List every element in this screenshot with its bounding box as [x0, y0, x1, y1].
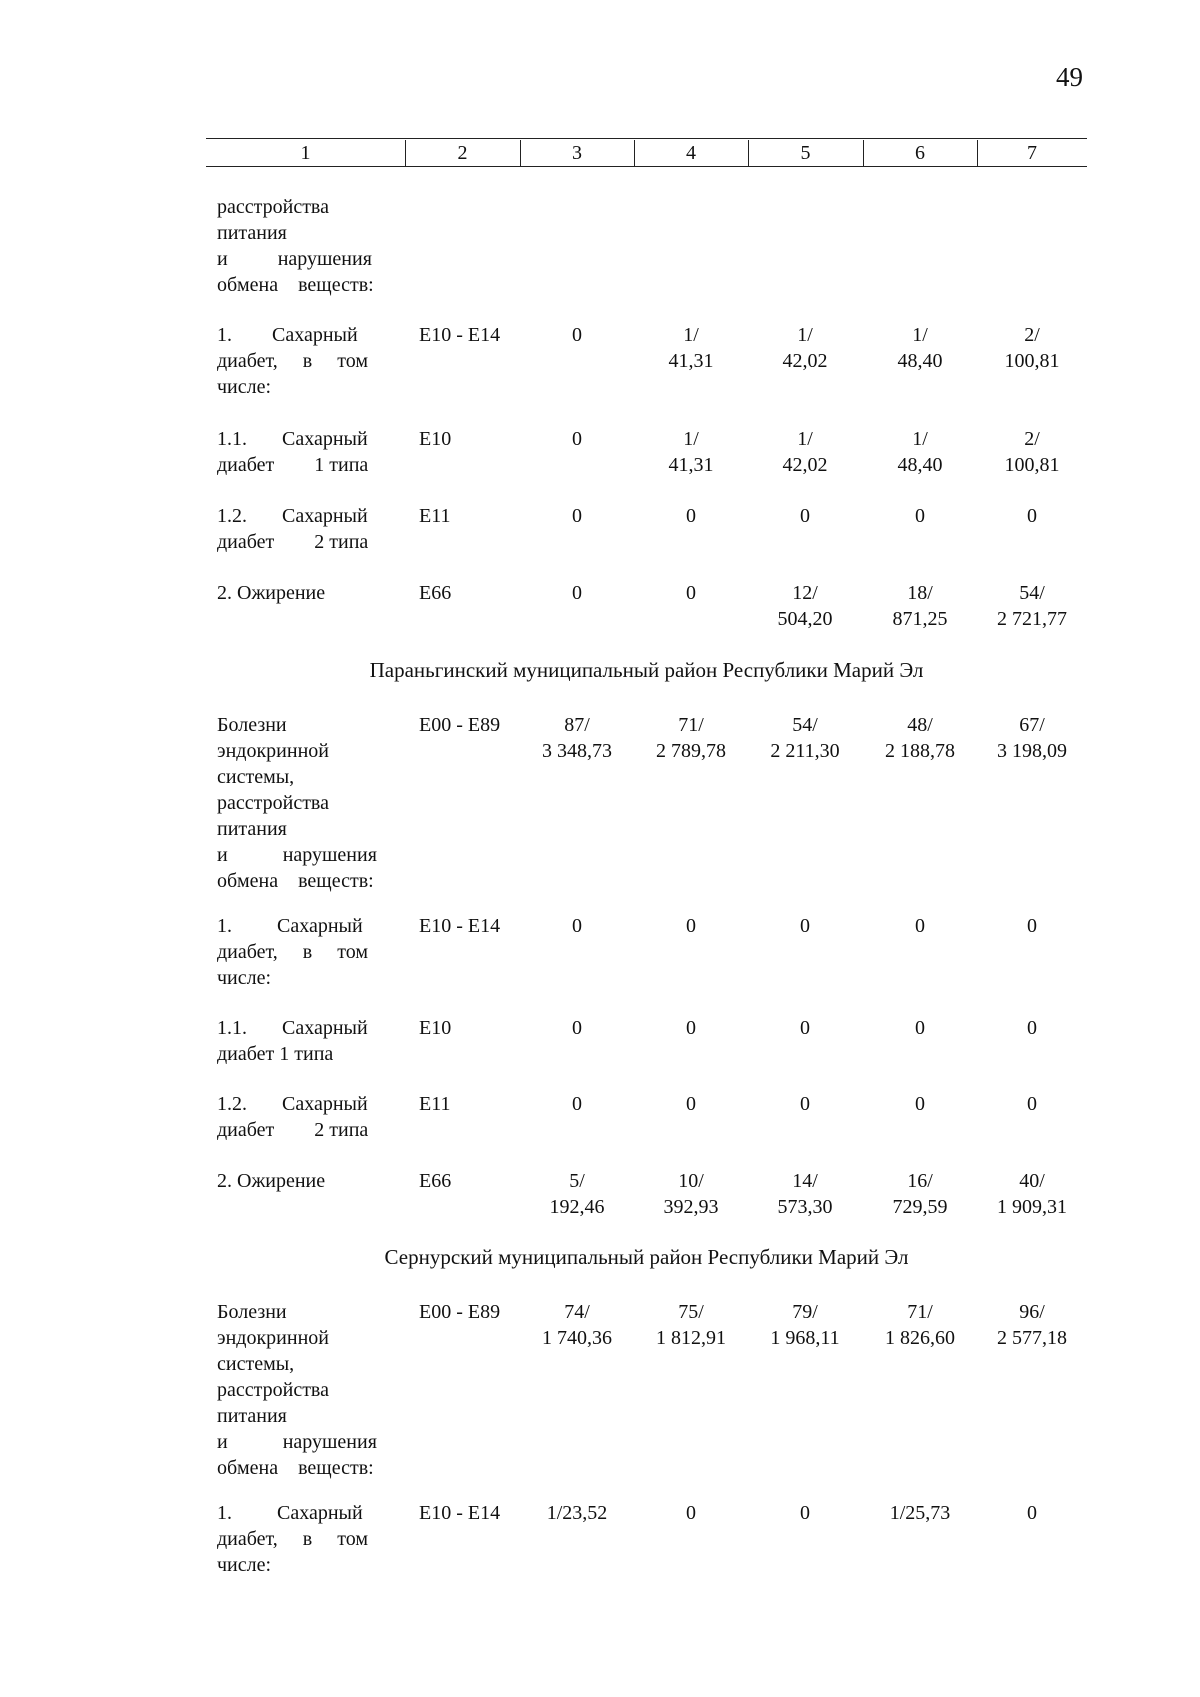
header-col-6: 6	[915, 142, 925, 164]
header-col-1: 1	[300, 142, 311, 164]
row-name: Болезни эндокринной системы, расстройства питания и нарушения обмена веществ:	[217, 714, 377, 892]
row-value-col-3: 0	[572, 915, 582, 937]
row-value-col-6: 71/ 1 826,60	[885, 1301, 955, 1349]
row-value-col-4: 1/ 41,31	[668, 324, 714, 372]
row-value-col-5: 14/ 573,30	[777, 1170, 833, 1218]
row-value-col-5: 79/ 1 968,11	[770, 1301, 840, 1349]
header-col-2: 2	[457, 142, 468, 164]
row-name: 1. Сахарный диабет, в том числе:	[217, 1502, 368, 1576]
row-value-col-7: 0	[1027, 505, 1037, 527]
row-value-col-3: 0	[572, 428, 582, 450]
row-value-col-4: 0	[686, 1017, 696, 1039]
row-value-col-5: 0	[800, 505, 810, 527]
row-value-col-6: 16/ 729,59	[892, 1170, 948, 1218]
row-value-col-6: 48/ 2 188,78	[885, 714, 955, 762]
row-value-col-6: 1/ 48,40	[897, 428, 943, 476]
row-value-col-7: 54/ 2 721,77	[997, 582, 1067, 630]
row-value-col-5: 12/ 504,20	[777, 582, 833, 630]
row-value-col-3: 5/ 192,46	[549, 1170, 605, 1218]
row-value-col-6: 0	[915, 1017, 925, 1039]
row-value-col-6: 0	[915, 505, 925, 527]
row-icd-code: E10 - E14	[419, 324, 501, 346]
row-value-col-6: 0	[915, 1093, 925, 1115]
row-value-col-6: 1/ 48,40	[897, 324, 943, 372]
row-value-col-4: 0	[686, 1093, 696, 1115]
row-name: расстройства питания и нарушения обмена веществ:	[217, 196, 374, 296]
row-value-col-7: 40/ 1 909,31	[997, 1170, 1067, 1218]
row-name: 2. Ожирение	[217, 582, 326, 604]
row-value-col-3: 0	[572, 1017, 582, 1039]
row-name: 1. Сахарный диабет, в том числе:	[217, 324, 368, 398]
row-icd-code: E00 - E89	[419, 1301, 501, 1323]
section-title: Сернурский муниципальный район Республики Марий Эл	[384, 1245, 909, 1269]
row-value-col-7: 67/ 3 198,09	[997, 714, 1067, 762]
row-value-col-3: 0	[572, 324, 582, 346]
row-name: 1. Сахарный диабет, в том числе:	[217, 915, 368, 989]
row-value-col-7: 2/ 100,81	[1004, 428, 1060, 476]
header-col-4: 4	[686, 142, 696, 164]
row-value-col-6: 18/ 871,25	[892, 582, 948, 630]
row-value-col-4: 0	[686, 1502, 696, 1524]
header-col-5: 5	[800, 142, 811, 164]
page-number: 49	[1056, 62, 1083, 92]
row-name: Болезни эндокринной системы, расстройства питания и нарушения обмена веществ:	[217, 1301, 377, 1479]
row-icd-code: E10	[419, 1017, 452, 1039]
row-value-col-3: 1/23,52	[546, 1502, 608, 1524]
row-icd-code: E10	[419, 428, 452, 450]
header-col-3: 3	[572, 142, 582, 164]
row-value-col-4: 1/ 41,31	[668, 428, 714, 476]
row-value-col-4: 75/ 1 812,91	[656, 1301, 726, 1349]
row-value-col-5: 0	[800, 1093, 810, 1115]
row-icd-code: E11	[419, 1093, 451, 1115]
row-value-col-4: 71/ 2 789,78	[656, 714, 726, 762]
row-value-col-5: 54/ 2 211,30	[770, 714, 840, 762]
row-name: 1.1. Сахарный диабет 1 типа	[217, 1017, 368, 1065]
row-icd-code: E10 - E14	[419, 915, 501, 937]
header-col-7: 7	[1027, 142, 1037, 164]
row-icd-code: E00 - E89	[419, 714, 501, 736]
row-name: 1.2. Сахарный диабет 2 типа	[217, 505, 369, 553]
row-name: 1.1. Сахарный диабет 1 типа	[217, 428, 369, 476]
row-value-col-3: 0	[572, 1093, 582, 1115]
section-title: Параньгинский муниципальный район Республики Марий Эл	[369, 658, 924, 682]
row-value-col-7: 2/ 100,81	[1004, 324, 1060, 372]
row-value-col-6: 1/25,73	[889, 1502, 951, 1524]
row-value-col-6: 0	[915, 915, 925, 937]
row-name: 2. Ожирение	[217, 1170, 326, 1192]
row-value-col-3: 87/ 3 348,73	[542, 714, 612, 762]
row-value-col-5: 0	[800, 915, 810, 937]
row-value-col-4: 0	[686, 505, 696, 527]
row-value-col-5: 0	[800, 1502, 810, 1524]
row-value-col-5: 1/ 42,02	[782, 428, 828, 476]
row-value-col-4: 0	[686, 582, 696, 604]
row-value-col-7: 0	[1027, 1017, 1037, 1039]
row-icd-code: E66	[419, 1170, 452, 1192]
row-value-col-7: 0	[1027, 915, 1037, 937]
row-value-col-5: 0	[800, 1017, 810, 1039]
row-value-col-3: 74/ 1 740,36	[542, 1301, 612, 1349]
row-value-col-7: 0	[1027, 1093, 1037, 1115]
row-icd-code: E11	[419, 505, 451, 527]
row-icd-code: E10 - E14	[419, 1502, 501, 1524]
row-value-col-7: 96/ 2 577,18	[997, 1301, 1067, 1349]
row-value-col-7: 0	[1027, 1502, 1037, 1524]
row-value-col-4: 0	[686, 915, 696, 937]
row-value-col-5: 1/ 42,02	[782, 324, 828, 372]
row-value-col-4: 10/ 392,93	[663, 1170, 719, 1218]
row-icd-code: E66	[419, 582, 452, 604]
row-name: 1.2. Сахарный диабет 2 типа	[217, 1093, 369, 1141]
row-value-col-3: 0	[572, 505, 582, 527]
row-value-col-3: 0	[572, 582, 582, 604]
